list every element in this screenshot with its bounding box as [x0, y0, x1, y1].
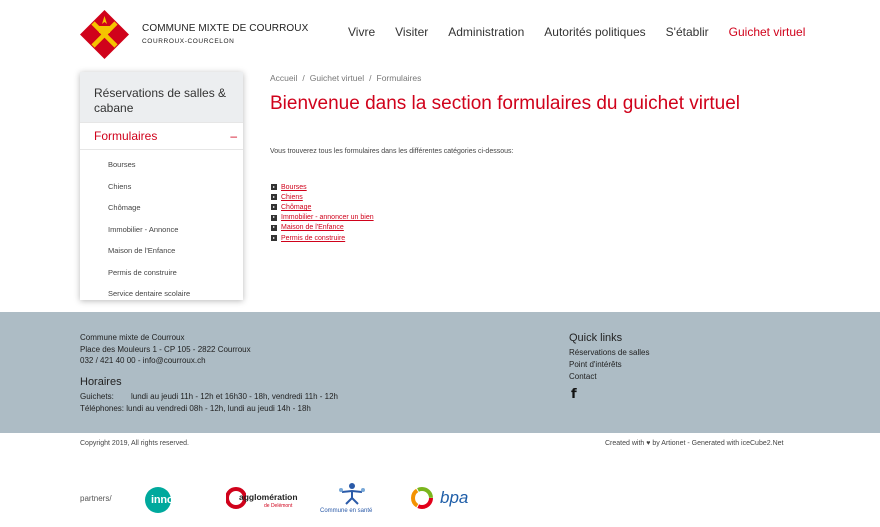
form-link-maison-enfance[interactable]: Maison de l'Enfance	[281, 224, 344, 232]
bpa-logo-icon	[410, 486, 434, 510]
hours-label: Téléphones:	[80, 404, 125, 413]
nav-visiter[interactable]: Visiter	[395, 25, 429, 39]
partner-name: agglomération	[239, 492, 298, 502]
list-item	[271, 223, 374, 233]
copyright-text: Copyright 2019, All rights reserved.	[80, 440, 189, 447]
breadcrumb-separator: /	[302, 73, 305, 83]
form-link-bourses[interactable]: Bourses	[281, 183, 307, 191]
hours-list	[80, 391, 338, 415]
site-header	[0, 0, 880, 66]
sidebar-item-label: Formulaires	[94, 129, 158, 143]
nav-s-etablir[interactable]: S'établir	[665, 25, 709, 39]
form-link-chiens[interactable]: Chiens	[281, 193, 303, 201]
arrow-right-icon	[271, 184, 277, 190]
arrow-right-icon	[271, 215, 277, 221]
nav-autorites-politiques[interactable]: Autorités politiques	[544, 25, 646, 39]
list-item	[271, 213, 374, 223]
hours-value: lundi au vendredi 08h - 12h, lundi au jeudi 14h - 18h	[126, 404, 311, 413]
collapse-icon[interactable]: –	[230, 129, 237, 143]
partner-name: innodel	[151, 494, 189, 506]
breadcrumb-guichet-virtuel[interactable]: Guichet virtuel	[309, 73, 365, 83]
breadcrumb-accueil[interactable]: Accueil	[270, 73, 298, 83]
sidebar	[80, 72, 243, 300]
sidebar-subitem-immobilier[interactable]: Immobilier - Annonce	[108, 224, 179, 234]
brand-subtitle: COURROUX-COURCELON	[142, 38, 235, 45]
arrow-right-icon	[271, 194, 277, 200]
quick-link-contact[interactable]: Contact	[569, 372, 597, 381]
arrow-right-icon	[271, 204, 277, 210]
list-item	[271, 202, 374, 212]
quick-link-reservations[interactable]: Réservations de salles	[569, 348, 650, 357]
footer-address	[80, 332, 251, 367]
partner-name: Commune en santé	[320, 508, 373, 514]
sidebar-subitem-permis[interactable]: Permis de construire	[108, 267, 177, 277]
commune-en-sante-logo-icon	[332, 482, 372, 506]
brand-title: COMMUNE MIXTE DE COURROUX	[142, 23, 309, 34]
sidebar-submenu	[80, 150, 243, 305]
site-footer	[0, 312, 880, 433]
sidebar-subitem-chiens[interactable]: Chiens	[108, 181, 132, 191]
breadcrumb-current: Formulaires	[376, 73, 422, 83]
partner-innodel[interactable]	[145, 484, 201, 516]
sidebar-item-reservations[interactable]: Réservations de salles & cabane	[80, 72, 243, 122]
form-link-chomage[interactable]: Chômage	[281, 203, 312, 211]
partner-commune-en-sante[interactable]	[320, 482, 382, 518]
partner-agglomeration[interactable]	[226, 486, 298, 514]
form-link-permis[interactable]: Permis de construire	[281, 234, 346, 242]
hours-row	[80, 391, 338, 403]
breadcrumb	[270, 73, 421, 83]
quick-link-points-interet[interactable]: Point d'intérêts	[569, 360, 622, 369]
list-item	[271, 192, 374, 202]
intro-text: Vous trouverez tous les formulaires dans les différentes catégories ci-dessous:	[270, 148, 514, 155]
quick-links-list	[569, 347, 649, 383]
list-item	[271, 182, 374, 192]
hours-row	[80, 403, 338, 415]
sidebar-item-formulaires[interactable]	[80, 122, 243, 150]
partners-label: partners/	[80, 494, 112, 503]
partner-name: bpa	[440, 488, 469, 507]
footer-address-street: Place des Mouleurs 1 - CP 105 - 2822 Courroux	[80, 344, 251, 354]
breadcrumb-separator: /	[369, 73, 372, 83]
nav-administration[interactable]: Administration	[448, 25, 525, 39]
nav-vivre[interactable]: Vivre	[348, 25, 376, 39]
sidebar-subitem-maison-enfance[interactable]: Maison de l'Enfance	[108, 246, 176, 255]
main-nav	[348, 25, 805, 39]
sidebar-subitem-dentaire[interactable]: Service dentaire scolaire	[108, 289, 191, 298]
list-item	[271, 233, 374, 243]
quick-links-title: Quick links	[569, 332, 623, 344]
page-title: Bienvenue dans la section formulaires du guichet virtuel	[270, 93, 740, 114]
hours-value: lundi au jeudi 11h - 12h et 16h30 - 18h, vendredi 11h - 12h	[131, 392, 338, 401]
arrow-right-icon	[271, 235, 277, 241]
sidebar-subitem-chomage[interactable]: Chômage	[108, 203, 141, 212]
credits-text[interactable]: Created with ♥ by Artionet - Generated with iceCube2.Net	[605, 440, 784, 447]
form-link-immobilier[interactable]: Immobilier - annoncer un bien	[281, 214, 374, 222]
hours-title: Horaires	[80, 376, 122, 388]
footer-address-contact[interactable]: 032 / 421 40 00 - info@courroux.ch	[80, 356, 206, 365]
sidebar-subitem-bourses[interactable]: Bourses	[108, 160, 136, 169]
partner-bpa[interactable]	[410, 486, 472, 512]
footer-address-name: Commune mixte de Courroux	[80, 333, 185, 342]
partner-tagline: de Delémont	[264, 503, 293, 509]
commune-logo[interactable]	[80, 10, 129, 59]
facebook-icon[interactable]: f	[571, 387, 577, 402]
nav-guichet-virtuel[interactable]: Guichet virtuel	[728, 25, 806, 39]
arrow-right-icon	[271, 225, 277, 231]
form-links-list	[271, 182, 374, 243]
hours-label: Guichets:	[80, 392, 114, 401]
